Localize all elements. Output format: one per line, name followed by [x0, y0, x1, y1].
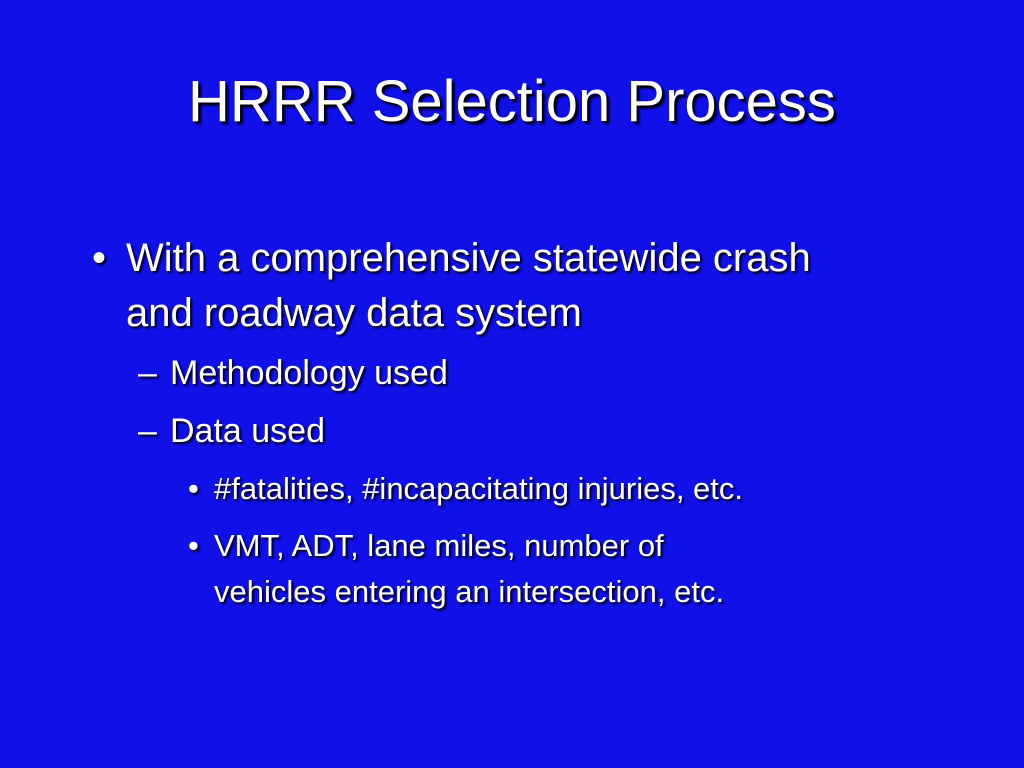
sub-sub-bullet-text: #fatalities, #incapacitating injuries, etc. [214, 471, 744, 506]
sub-bullet-text: Methodology used [170, 354, 448, 392]
bullet-text-line: and roadway data system [126, 291, 582, 335]
sub-sub-bullet-marker: • [188, 471, 199, 506]
sub-bullet-marker: – [138, 354, 157, 392]
slide-title: HRRR Selection Process [188, 69, 836, 134]
sub-sub-bullet-marker: • [188, 528, 199, 563]
sub-bullet-text: Data used [170, 412, 325, 450]
bullet-text-line: With a comprehensive statewide crash [126, 236, 811, 280]
bullet-marker: • [92, 236, 107, 280]
sub-bullet-marker: – [138, 412, 157, 450]
sub-sub-bullet-text: vehicles entering an intersection, etc. [214, 574, 725, 609]
sub-sub-bullet-text: VMT, ADT, lane miles, number of [214, 528, 664, 563]
